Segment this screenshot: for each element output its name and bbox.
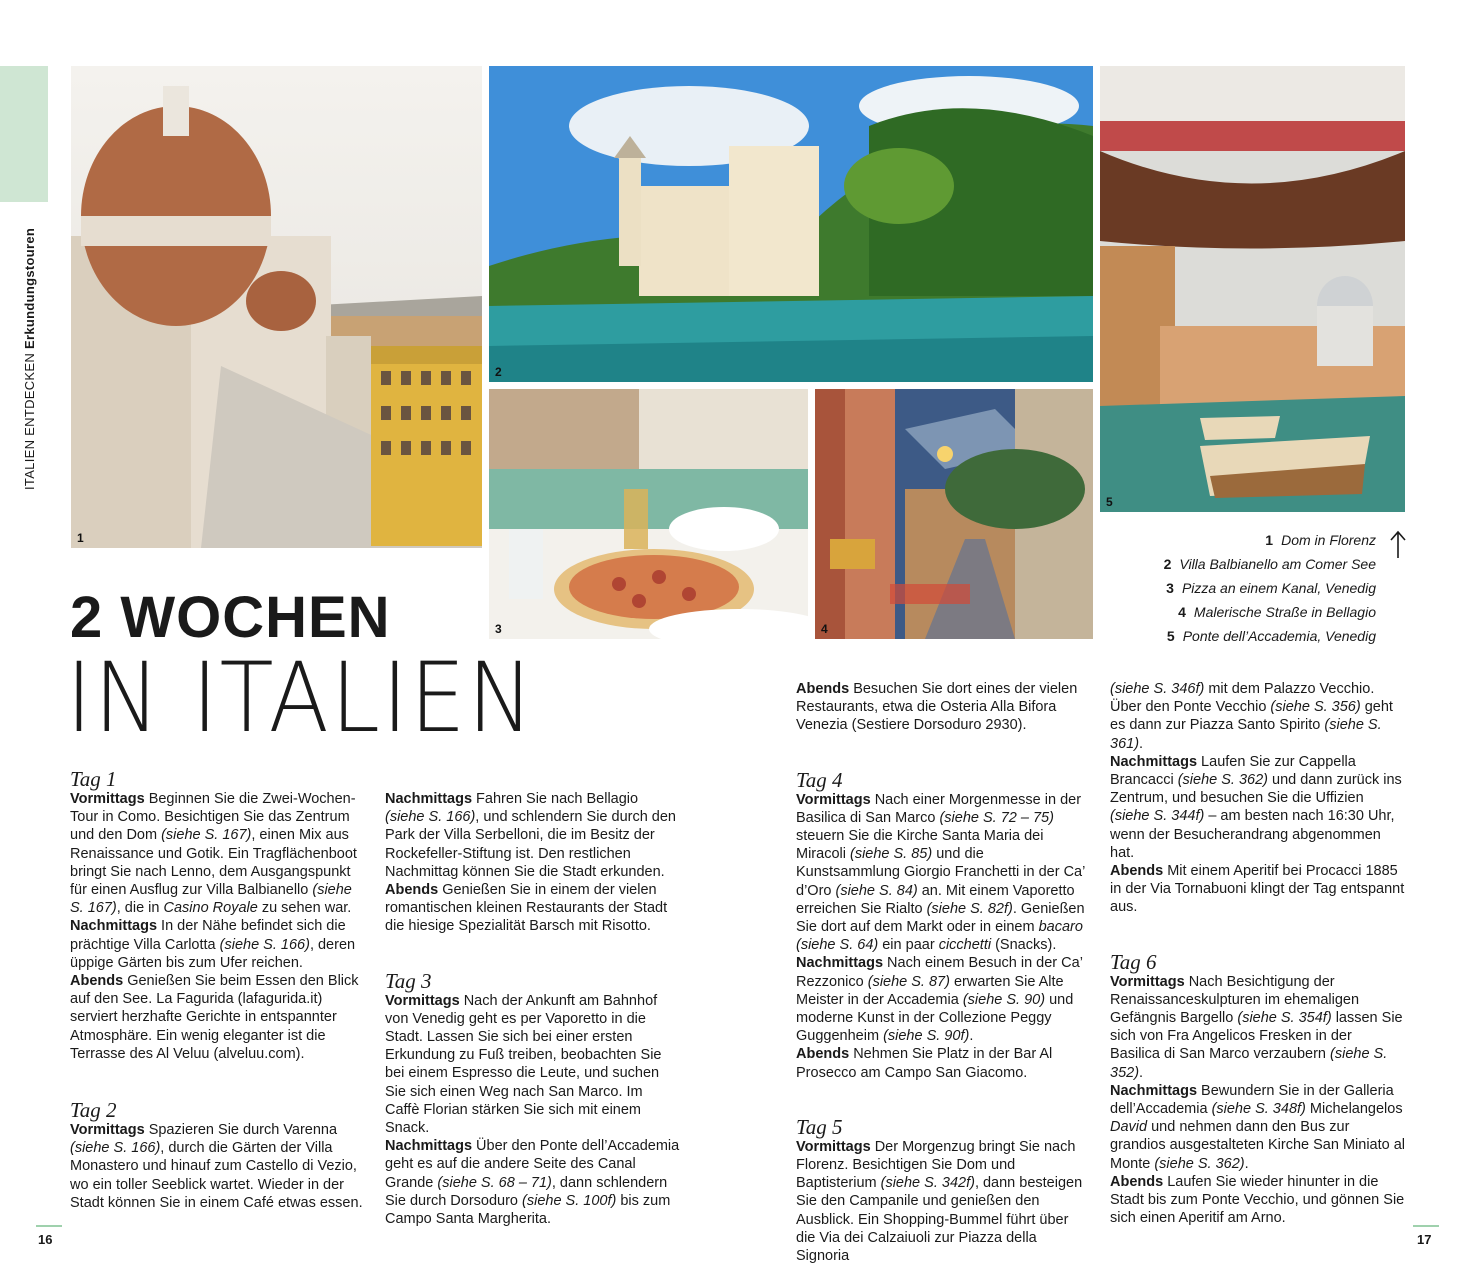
photo-number: 2 bbox=[495, 365, 502, 379]
title-line-2: IN ITALIEN bbox=[66, 642, 536, 754]
photo-number: 3 bbox=[495, 622, 502, 636]
column-3 bbox=[796, 680, 1091, 1265]
paragraph: Vormittags Nach einer Morgenmesse in der Basilica di San Marco (siehe S. 72 – 75) steuern Sie die Kirche Santa Maria dei Miracoli (siehe S. 85) und die Kunstsammlung Giorgio Franchetti in der Ca’ d’Oro (siehe S. 84) an. Mit einem Vaporetto erreichen Sie Rialto (siehe S. 82f). Genießen Sie dort auf dem Markt oder in einem bacaro (siehe S. 64) ein paar cicchetti (Snacks). bbox=[796, 791, 1085, 954]
paragraph: Nachmittags In der Nähe befindet sich die prächtige Villa Carlotta (siehe S. 166), deren üppige Gärten bis zum Ufer reichen. bbox=[70, 918, 356, 971]
photo-number: 1 bbox=[77, 531, 84, 545]
caption-item: 3 Pizza an einem Kanal, Venedig bbox=[1166, 580, 1376, 596]
paragraph: Vormittags Nach der Ankunft am Bahnhof von Venedig geht es per Vaporetto in die Stadt. Lassen Sie sich bei einer ersten Erkundung zu Fuß treiben, beobachten Sie bei einem Espresso die Leute, und suchen Sie sich einen Weg nach San Marco. Im Caffè Florian stärken Sie sich mit einem Snack. bbox=[385, 992, 662, 1137]
paragraph: Nachmittags Fahren Sie nach Bellagio (siehe S. 166), und schlendern Sie durch den Park der Villa Serbelloni, die im Besitz der Rockefeller-Stiftung ist. Den restlichen Nachmittag können Sie die Stadt erkunden. bbox=[385, 791, 677, 880]
paragraph: Abends Genießen Sie beim Essen den Blick auf den See. La Fagurida (lafagurida.it) serviert herzhafte Gerichte in entspannter Atmosphäre. Ein wenig eleganter ist die Terrasse des Al Veluu (alveluu.com). bbox=[70, 973, 359, 1062]
day-heading: Tag 1 bbox=[70, 767, 117, 791]
paragraph: Abends Nehmen Sie Platz in der Bar Al Prosecco am Campo San Giacomo. bbox=[796, 1046, 1053, 1081]
arrow-up-icon bbox=[1388, 530, 1408, 565]
day-heading: Tag 2 bbox=[70, 1098, 117, 1123]
paragraph: Abends Genießen Sie in einem der vielen romantischen kleinen Restaurants der Stadt die hiesige Spezialität Barsch mit Risotto. bbox=[385, 882, 668, 935]
paragraph: Vormittags Der Morgenzug bringt Sie nach Florenz. Besichtigen Sie Dom und Baptisterium (siehe S. 342f), dann besteigen Sie den Campanile und genießen den Ausblick. Ein Shopping-Bummel führt über die Via dei Calzaiuoli zur Piazza della Signoria bbox=[796, 1138, 1083, 1265]
column-4 bbox=[1110, 680, 1405, 1227]
section-tab bbox=[0, 66, 48, 202]
photo-florence-cathedral bbox=[71, 66, 482, 548]
paragraph: Vormittags Nach Besichtigung der Renaissanceskulpturen im ehemaligen Gefängnis Bargello (siehe S. 354f) lassen Sie sich von Fra Angelicos Fresken in der Basilica di San Marco verzaubern (siehe S. 352). bbox=[1110, 973, 1403, 1081]
day-heading: Tag 6 bbox=[1110, 949, 1157, 974]
photo-villa-balbianello bbox=[489, 66, 1093, 382]
caption-item: 4 Malerische Straße in Bellagio bbox=[1178, 604, 1376, 620]
column-1 bbox=[70, 768, 365, 1212]
page-number-right: 17 bbox=[1417, 1232, 1432, 1247]
day-heading: Tag 5 bbox=[796, 1114, 843, 1139]
photo-number: 5 bbox=[1106, 495, 1113, 509]
caption-item: 5 Ponte dell’Accademia, Venedig bbox=[1166, 628, 1376, 644]
day-heading: Tag 3 bbox=[385, 968, 432, 993]
title-line-1: 2 WOCHEN bbox=[70, 585, 391, 650]
paragraph: Nachmittags Laufen Sie zur Cappella Brancacci (siehe S. 362) und dann zurück ins Zentrum, und besuchen Sie die Uffizien (siehe S. 344f) – am besten nach 16:30 Uhr, wenn der Besucherandrang abgenommen hat. bbox=[1110, 753, 1402, 861]
subsection-name: Erkundungstouren bbox=[22, 227, 37, 349]
column-2 bbox=[385, 790, 680, 1228]
section-name: ITALIEN ENTDECKEN bbox=[22, 352, 37, 490]
photo-pizza-canal bbox=[489, 389, 808, 639]
paragraph: Nachmittags Nach einem Besuch in der Ca’ Rezzonico (siehe S. 87) erwarten Sie Alte Meister in der Accademia (siehe S. 90) und moderne Kunst in der Collezione Peggy Guggenheim (siehe S. 90f). bbox=[796, 955, 1083, 1045]
paragraph: Nachmittags Bewundern Sie in der Galleria dell’Accademia (siehe S. 348f) Michelangelos David und nehmen dann den Bus zur grandios ausgestalteten Kirche San Miniato al Monte (siehe S. 362). bbox=[1110, 1082, 1406, 1172]
paragraph: Nachmittags Über den Ponte dell’Accademia geht es auf die andere Seite des Canal Grande (siehe S. 68 – 71), dann schlendern Sie durch Dorsoduro (siehe S. 100f) bis zum Campo Santa Margherita. bbox=[385, 1138, 680, 1228]
photo-number: 4 bbox=[821, 622, 828, 636]
day-heading: Tag 4 bbox=[796, 767, 843, 792]
caption-item: 1 Dom in Florenz bbox=[1265, 532, 1376, 548]
photo-ponte-accademia bbox=[1100, 66, 1405, 512]
photo-captions bbox=[1140, 528, 1376, 648]
section-label bbox=[22, 228, 37, 490]
page-number-bar-right bbox=[1413, 1225, 1439, 1227]
paragraph: Abends Mit einem Aperitif bei Procacci 1885 in der Via Tornabuoni klingt der Tag entspannt aus. bbox=[1110, 863, 1405, 916]
caption-item: 2 Villa Balbianello am Comer See bbox=[1163, 556, 1376, 572]
photo-bellagio-street bbox=[815, 389, 1093, 639]
paragraph: Vormittags Spazieren Sie durch Varenna (siehe S. 166), durch die Gärten der Villa Monastero und hinauf zum Castello di Vezio, wo ein toller Seeblick wartet. Wieder in der Stadt können Sie in einem Café etwas essen. bbox=[70, 1122, 363, 1211]
paragraph: Vormittags Beginnen Sie die Zwei-Wochen-Tour in Como. Besichtigen Sie das Zentrum und den Dom (siehe S. 167), einen Mix aus Renaissance und Gotik. Ein Tragflächenboot bringt Sie nach Lenno, dem Ausgangspunkt für einen Ausflug zur Villa Balbianello (siehe S. 167), die in Casino Royale zu sehen war. bbox=[70, 791, 357, 917]
paragraph: (siehe S. 346f) mit dem Palazzo Vecchio. Über den Ponte Vecchio (siehe S. 356) geht es dann zur Piazza Santo Spirito (siehe S. 361). bbox=[1110, 681, 1393, 752]
page-number-bar-left bbox=[36, 1225, 62, 1227]
paragraph: Abends Besuchen Sie dort eines der vielen Restaurants, etwa die Osteria Alla Bifora Venezia (Sestiere Dorsoduro 2930). bbox=[796, 681, 1078, 734]
paragraph: Abends Laufen Sie wieder hinunter in die Stadt bis zum Ponte Vecchio, und gönnen Sie sich einen Aperitif am Arno. bbox=[1110, 1173, 1405, 1227]
page-number-left: 16 bbox=[38, 1232, 53, 1247]
